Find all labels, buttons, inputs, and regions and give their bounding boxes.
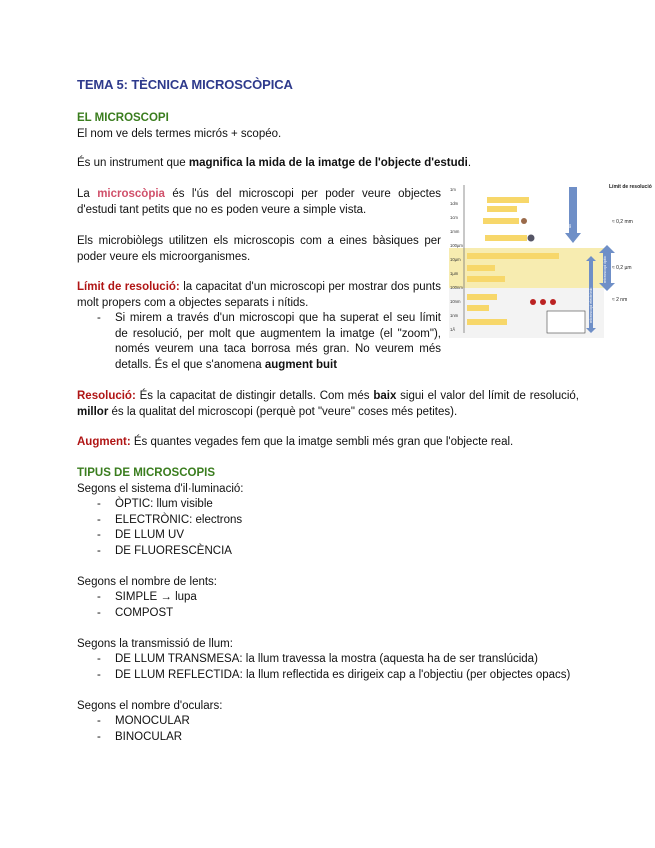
scale-tick: 100µm bbox=[450, 243, 463, 248]
bold-text: augment buit bbox=[264, 358, 338, 371]
arrow-label: ull bbox=[568, 224, 572, 228]
range-value: ≈ 2 nm bbox=[612, 297, 628, 303]
scale-tick: 1nm bbox=[450, 313, 459, 318]
group-label: Segons el nombre de lents: bbox=[77, 576, 218, 588]
group-label: Segons el sistema d'il·luminació: bbox=[77, 483, 244, 495]
group-label: Segons el nombre d'oculars: bbox=[77, 700, 223, 712]
heading-microscopi: EL MICROSCOPI bbox=[77, 112, 169, 124]
text: La bbox=[77, 188, 98, 200]
scale-tick: 1m bbox=[450, 187, 456, 192]
list-item: - SIMPLE → lupa bbox=[77, 590, 579, 606]
list-item: - COMPOST bbox=[77, 606, 579, 622]
list-oculars bbox=[77, 714, 579, 745]
range-value: ≈ 0,2 µm bbox=[612, 265, 632, 271]
paragraph-microscopia bbox=[77, 186, 441, 218]
list-item: - DE FLUORESCÈNCIA bbox=[77, 544, 579, 560]
arrow-label: microscopi electrònic bbox=[589, 287, 593, 323]
scale-tick: 1cm bbox=[450, 215, 458, 220]
text: Si mirem a través d'un microscopi que ha superat el seu límit de resolució, per molt que augmentem la imatge (el "zoom"), només veurem una taca borrosa més gran. No veurem més detalls. És el que s'anomena bbox=[115, 312, 441, 371]
bold-text: magnifica la mida de la imatge de l'objecte d'estudi bbox=[188, 157, 468, 169]
range-value: ≈ 0,2 mm bbox=[612, 219, 633, 225]
text: És la capacitat de distingir detalls. Com més bbox=[135, 390, 374, 402]
list-illuminacio bbox=[77, 497, 579, 559]
paragraph-augment bbox=[77, 434, 513, 450]
item-bar bbox=[485, 235, 527, 241]
specimen-icon bbox=[528, 235, 535, 242]
item-bar bbox=[467, 319, 507, 325]
term-limit-resolucio: Límit de resolució: bbox=[77, 281, 180, 293]
scale-tick: 1dm bbox=[450, 201, 459, 206]
note-box bbox=[547, 311, 585, 333]
heading-tipus: TIPUS DE MICROSCOPIS bbox=[77, 467, 216, 479]
term-augment: Augment: bbox=[77, 436, 131, 448]
text: la capacitat d'un microscopi per mostrar dos punts molt propers com a objectes separats i nítids. bbox=[77, 281, 441, 309]
list-item: - DE LLUM REFLECTIDA: la llum reflectida es dirigeix cap a l'objectiu (per objectes opacs) bbox=[77, 668, 579, 684]
group-label: Segons la transmissió de llum: bbox=[77, 638, 233, 650]
scale-tick: 10µm bbox=[450, 257, 461, 262]
specimen-icon bbox=[521, 218, 527, 224]
paragraph-resolucio bbox=[77, 388, 579, 420]
scale-tick: 10nm bbox=[450, 299, 461, 304]
list-item: - DE LLUM UV bbox=[77, 528, 579, 544]
item-bar bbox=[467, 276, 505, 282]
text: sigui el valor del límit de resolució, bbox=[396, 390, 579, 402]
text: és l'ús del microscopi per poder veure objectes d'estudi tant petits que no es poden veure a simple vista. bbox=[77, 188, 441, 216]
list-item: - BINOCULAR bbox=[77, 730, 579, 746]
specimen-icon bbox=[530, 299, 536, 305]
specimen-icon bbox=[550, 299, 556, 305]
paragraph-instrument bbox=[77, 155, 471, 171]
scale-tick: 1Å bbox=[450, 327, 456, 332]
paragraph-etymology: El nom ve dels termes micrós + scopéo. bbox=[77, 128, 282, 140]
list-item: - ÒPTIC: llum visible bbox=[77, 497, 579, 513]
section-microscopi bbox=[77, 110, 281, 142]
text: És quantes vegades fem que la imatge sembli més gran que l'objecte real. bbox=[130, 436, 514, 448]
scale-tick: 1mm bbox=[450, 229, 460, 234]
resolution-scale-figure bbox=[449, 183, 652, 338]
page-title: TEMA 5: TÈCNICA MICROSCÒPICA bbox=[77, 77, 293, 92]
item-bar bbox=[483, 218, 519, 224]
scale-tick: 100nm bbox=[450, 285, 463, 290]
text: . bbox=[467, 157, 472, 169]
text: és la qualitat del microscopi (perquè pot "veure" coses més petites). bbox=[108, 406, 458, 418]
bold-text: millor bbox=[77, 406, 109, 418]
item-bar bbox=[467, 265, 495, 271]
item-bar bbox=[467, 305, 489, 311]
arrow-label: microscopi òptic bbox=[603, 255, 607, 283]
section-tipus bbox=[77, 465, 579, 745]
item-bar bbox=[467, 253, 559, 259]
list-item: - DE LLUM TRANSMESA: la llum travessa la mostra (aquesta ha de ser translúcida) bbox=[77, 652, 579, 668]
list-transmissio bbox=[77, 652, 579, 683]
list-item: - ELECTRÒNIC: electrons bbox=[77, 513, 579, 529]
figure-top-label: Límit de resolució bbox=[609, 184, 652, 190]
side-labels bbox=[609, 184, 652, 303]
bold-text: baix bbox=[373, 390, 397, 402]
paragraph-microbiolegs: Els microbiòlegs utilitzen els microscopis com a eines bàsiques per poder veure els microorganismes. bbox=[77, 235, 441, 263]
text: És un instrument que bbox=[77, 157, 189, 169]
item-bar bbox=[487, 197, 529, 203]
item-bar bbox=[467, 294, 497, 300]
item-bar bbox=[487, 206, 517, 212]
term-resolucio: Resolució: bbox=[77, 390, 136, 402]
term-microscopia: microscòpia bbox=[97, 188, 165, 200]
list-item bbox=[77, 311, 441, 373]
list-item: - MONOCULAR bbox=[77, 714, 579, 730]
specimen-icon bbox=[540, 299, 546, 305]
paragraph-limit-resolucio bbox=[77, 279, 441, 373]
list-lents bbox=[77, 590, 579, 621]
limit-bullets bbox=[77, 311, 441, 373]
scale-tick: 1µm bbox=[450, 271, 459, 276]
